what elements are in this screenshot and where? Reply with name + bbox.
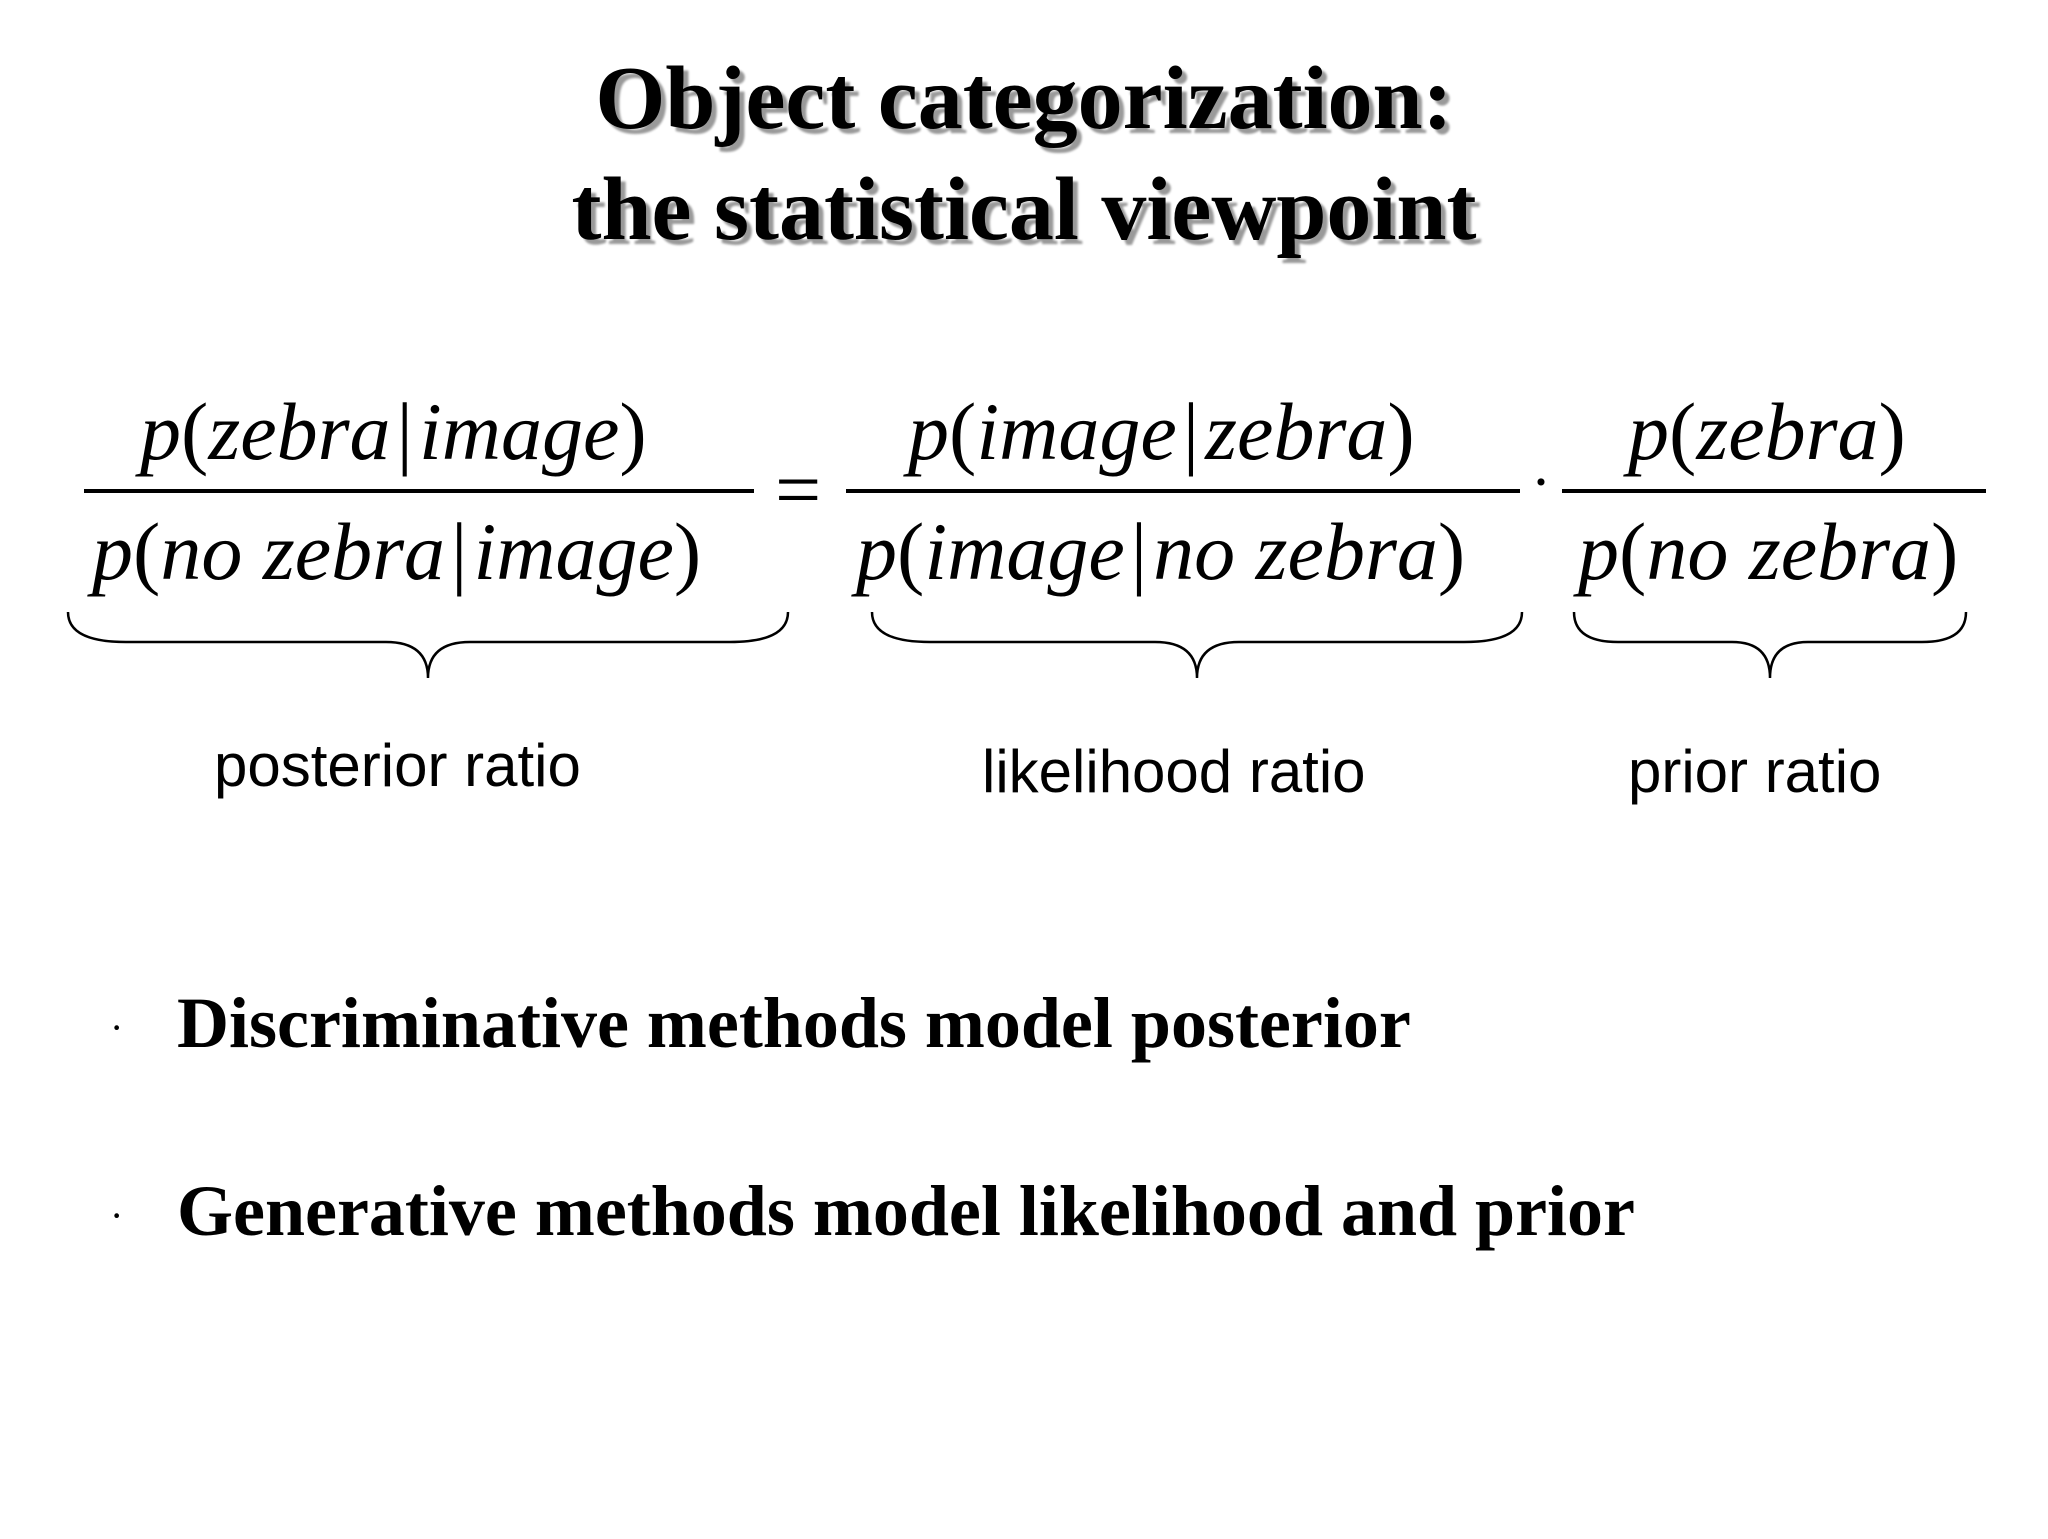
likelihood-denominator-var1: image bbox=[924, 506, 1125, 597]
likelihood-numerator-var1: image bbox=[976, 386, 1177, 477]
posterior-underbrace bbox=[66, 606, 790, 686]
prior-underbrace bbox=[1572, 606, 1968, 686]
prior-numerator-open: ( bbox=[1669, 386, 1697, 477]
posterior-denominator-var1: no zebra bbox=[160, 506, 446, 597]
posterior-denominator-fn: p bbox=[92, 506, 133, 597]
prior-numerator-close: ) bbox=[1878, 386, 1906, 477]
posterior-fraction-bar bbox=[84, 489, 754, 493]
likelihood-numerator-var2: zebra bbox=[1205, 386, 1388, 477]
likelihood-ratio-label: likelihood ratio bbox=[982, 738, 1366, 805]
likelihood-numerator-open: ( bbox=[949, 386, 977, 477]
posterior-numerator-close: ) bbox=[619, 386, 647, 477]
posterior-ratio-label: posterior ratio bbox=[214, 732, 581, 799]
equals-sign: = bbox=[775, 444, 822, 535]
prior-ratio-label: prior ratio bbox=[1628, 738, 1882, 805]
likelihood-denominator-close: ) bbox=[1437, 506, 1466, 597]
bullet-marker-1: · bbox=[110, 1005, 124, 1050]
bullet-marker-2: · bbox=[110, 1193, 124, 1238]
posterior-numerator-var2: image bbox=[418, 386, 620, 477]
likelihood-denominator-fn: p bbox=[856, 506, 897, 597]
bullet-discriminative: Discriminative methods model posterior bbox=[177, 983, 1411, 1063]
posterior-numerator-sep: | bbox=[396, 386, 413, 477]
posterior-denominator-close: ) bbox=[673, 506, 702, 597]
likelihood-numerator-sep: | bbox=[1182, 386, 1200, 477]
bullet-generative: Generative methods model likelihood and prior bbox=[177, 1171, 1635, 1251]
posterior-denominator-sep: | bbox=[451, 506, 468, 597]
prior-denominator-open: ( bbox=[1619, 506, 1647, 597]
prior-numerator-fn: p bbox=[1628, 386, 1669, 477]
likelihood-denominator-var2: no zebra bbox=[1153, 506, 1438, 597]
multiplication-dot: · bbox=[1531, 449, 1551, 515]
slide-title-line-1: Object categorization: bbox=[595, 49, 1453, 148]
posterior-denominator-var2: image bbox=[473, 506, 674, 597]
likelihood-denominator-sep: | bbox=[1130, 506, 1148, 597]
likelihood-numerator-fn: p bbox=[908, 386, 949, 477]
posterior-numerator-open: ( bbox=[181, 386, 209, 477]
posterior-numerator-var1: zebra bbox=[208, 386, 391, 477]
prior-denominator-var1: no zebra bbox=[1646, 506, 1932, 597]
posterior-denominator bbox=[92, 502, 701, 602]
likelihood-numerator-close: ) bbox=[1387, 386, 1415, 477]
likelihood-denominator-open: ( bbox=[897, 506, 925, 597]
prior-numerator-var1: zebra bbox=[1696, 386, 1879, 477]
likelihood-denominator bbox=[856, 502, 1465, 602]
likelihood-numerator bbox=[908, 382, 1415, 482]
prior-denominator bbox=[1578, 502, 1958, 602]
prior-numerator bbox=[1628, 382, 1906, 482]
prior-denominator-close: ) bbox=[1931, 506, 1959, 597]
likelihood-underbrace bbox=[870, 606, 1524, 686]
likelihood-fraction-bar bbox=[846, 489, 1520, 493]
posterior-denominator-open: ( bbox=[133, 506, 161, 597]
slide-title-line-2: the statistical viewpoint bbox=[571, 160, 1477, 259]
posterior-numerator bbox=[140, 382, 647, 482]
prior-fraction-bar bbox=[1562, 489, 1986, 493]
posterior-numerator-fn: p bbox=[140, 386, 181, 477]
prior-denominator-fn: p bbox=[1578, 506, 1619, 597]
